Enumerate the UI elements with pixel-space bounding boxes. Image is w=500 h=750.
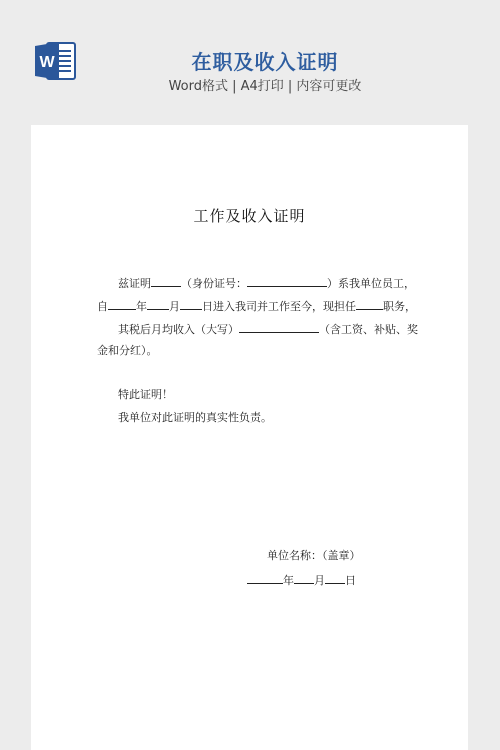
signature-date <box>247 572 356 588</box>
para1-line1 <box>118 275 415 291</box>
document-title: 工作及收入证明 <box>193 207 306 225</box>
certify-line: 特此证明！ <box>118 388 173 401</box>
text-segment: 年 <box>283 574 294 587</box>
position-blank <box>356 298 383 310</box>
text-segment: 其税后月均收入（大写） <box>118 323 239 336</box>
year-blank <box>108 298 136 310</box>
text-segment: 月 <box>314 574 325 587</box>
text-segment: 月 <box>169 300 180 313</box>
para1-line3 <box>118 321 418 337</box>
month-blank <box>147 298 169 310</box>
para1-line4: 金和分红）。 <box>97 344 158 357</box>
id-number-blank <box>247 275 327 287</box>
page-subtitle: Word格式 | A4打印 | 内容可更改 <box>168 79 362 94</box>
text-segment: 职务， <box>383 300 416 313</box>
name-blank <box>151 275 181 287</box>
text-segment: 年 <box>136 300 147 313</box>
text-segment: （含工资、补贴、奖 <box>319 323 418 336</box>
text-segment: 兹证明 <box>118 277 151 290</box>
text-segment: 日进入我司并工作至今，现担任 <box>202 300 356 313</box>
document-paper <box>31 125 468 750</box>
sign-day-blank <box>325 572 345 584</box>
income-blank <box>239 321 319 333</box>
sign-month-blank <box>294 572 314 584</box>
logo-letter: W <box>39 54 55 71</box>
day-blank <box>180 298 202 310</box>
text-segment: （身份证号： <box>181 277 247 290</box>
org-name-label: 单位名称：（盖章） <box>267 549 361 562</box>
text-segment: ）系我单位员工， <box>327 277 415 290</box>
para1-line2 <box>97 298 416 314</box>
page-title: 在职及收入证明 <box>191 50 339 74</box>
sign-year-blank <box>247 572 283 584</box>
text-segment: 日 <box>345 574 356 587</box>
text-segment: 自 <box>97 300 108 313</box>
responsibility-line: 我单位对此证明的真实性负责。 <box>118 411 272 424</box>
